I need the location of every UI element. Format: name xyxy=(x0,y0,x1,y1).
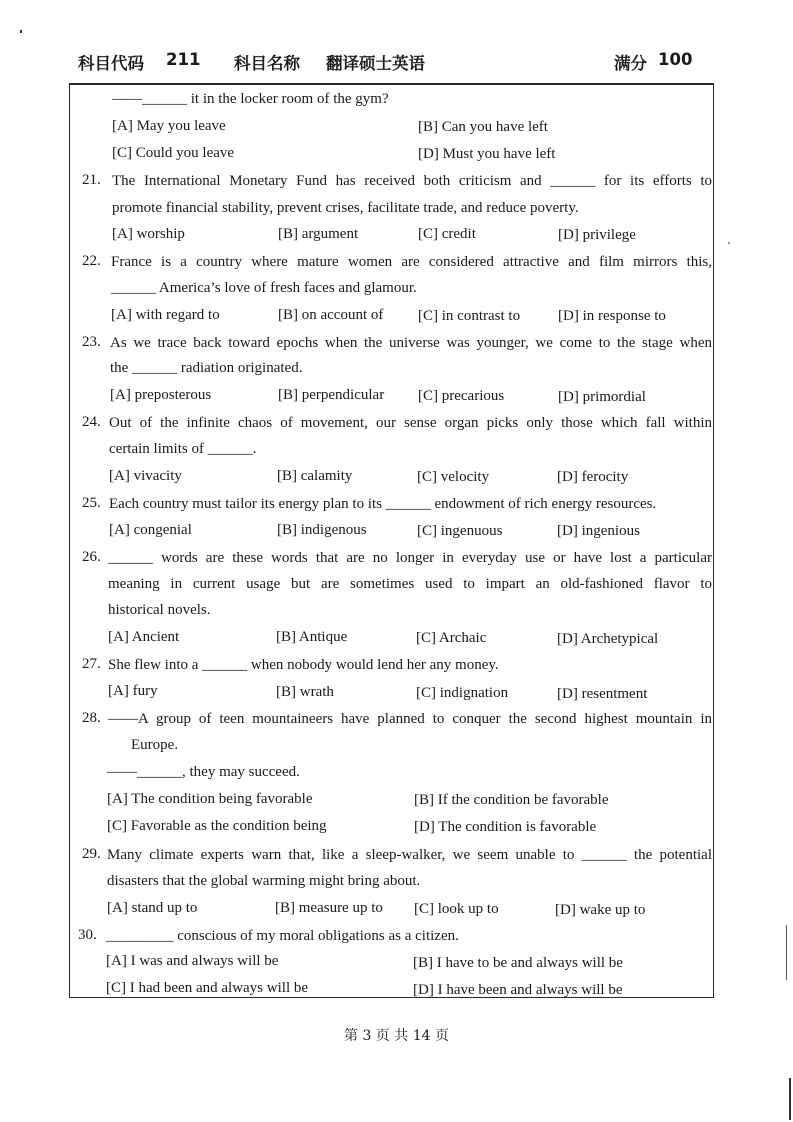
option-c: [C] indignation xyxy=(416,685,509,701)
subject-code-label: 科目代码 xyxy=(78,54,144,73)
option-b: [B] measure up to xyxy=(275,900,383,916)
option-a: [A] preposterous xyxy=(110,387,212,403)
scan-speck xyxy=(20,30,22,33)
question-text: promote financial stability, prevent crises, facilitate trade, and reduce poverty. xyxy=(112,200,579,216)
question-number: 25. xyxy=(82,495,101,511)
scan-speck xyxy=(728,242,730,244)
scan-edge-mark xyxy=(789,1078,791,1120)
option-c: [C] precarious xyxy=(418,388,505,404)
question-text: She flew into a ______ when nobody would lend her any money. xyxy=(108,657,499,673)
option-a: [A] May you leave xyxy=(112,118,226,134)
question-number: 22. xyxy=(82,253,101,269)
question-text: the ______ radiation originated. xyxy=(110,360,303,376)
option-c: [C] Archaic xyxy=(416,630,487,646)
scan-edge-mark xyxy=(786,925,787,980)
option-a: [A] vivacity xyxy=(109,468,182,484)
question-text: ______ words are these words that are no longer in everyday use or have lost a particular xyxy=(108,550,712,566)
option-c: [C] ingenuous xyxy=(417,523,503,539)
option-b: [B] wrath xyxy=(276,684,334,700)
question-text: ——______ it in the locker room of the gym? xyxy=(112,91,389,107)
option-a: [A] The condition being favorable xyxy=(107,791,313,807)
question-text: Out of the infinite chaos of movement, our sense organ picks only those which fall within xyxy=(109,415,712,431)
question-text: Many climate experts warn that, like a sleep-walker, we seem unable to ______ the potential xyxy=(107,847,712,863)
option-d: [D] primordial xyxy=(558,389,646,405)
option-c: [C] credit xyxy=(418,226,476,242)
option-c: [C] in contrast to xyxy=(418,308,521,324)
option-d: [D] Archetypical xyxy=(557,631,659,647)
option-b: [B] I have to be and always will be xyxy=(413,955,623,971)
option-c: [C] velocity xyxy=(417,469,490,485)
question-text: Each country must tailor its energy plan to its ______ endowment of rich energy resources. xyxy=(109,496,657,512)
question-text: disasters that the global warming might bring about. xyxy=(107,873,421,889)
option-b: [B] calamity xyxy=(277,468,353,484)
option-c: [C] Could you leave xyxy=(112,145,235,161)
subject-name-value: 翻译硕士英语 xyxy=(326,54,425,73)
option-b: [B] indigenous xyxy=(277,522,367,538)
question-text: meaning in current usage but are sometimes used to impart an old-fashioned flavor to xyxy=(108,576,712,592)
option-c: [C] look up to xyxy=(414,901,499,917)
question-text: Europe. xyxy=(131,737,179,753)
question-text: certain limits of ______. xyxy=(109,441,257,457)
option-a: [A] Ancient xyxy=(108,629,180,645)
page-header xyxy=(78,50,693,74)
question-number: 28. xyxy=(82,710,101,726)
option-b: [B] perpendicular xyxy=(278,387,385,403)
option-d: [D] ingenious xyxy=(557,523,640,539)
question-number: 21. xyxy=(82,172,101,188)
question-number: 30. xyxy=(78,927,97,943)
option-a: [A] I was and always will be xyxy=(106,953,279,969)
full-score-label: 满分 xyxy=(614,54,647,73)
option-c: [C] I had been and always will be xyxy=(106,980,309,996)
option-b: [B] Antique xyxy=(276,629,348,645)
subject-name-label: 科目名称 xyxy=(234,54,300,73)
question-number: 29. xyxy=(82,846,101,862)
page-footer: 第 3 页 共 14 页 xyxy=(344,1028,449,1044)
option-d: [D] privilege xyxy=(558,227,636,243)
question-number: 24. xyxy=(82,414,101,430)
question-text: The International Monetary Fund has received both criticism and ______ for its efforts to xyxy=(112,173,712,189)
question-text: ——A group of teen mountaineers have planned to conquer the second highest mountain in xyxy=(108,711,712,727)
option-d: [D] Must you have left xyxy=(418,146,556,162)
question-text: ——______, they may succeed. xyxy=(107,764,300,780)
subject-code-value: 211 xyxy=(166,50,201,69)
option-d: [D] resentment xyxy=(557,686,648,702)
question-text: France is a country where mature women are considered attractive and film mirrors this, xyxy=(111,254,712,270)
full-score-value: 100 xyxy=(658,50,693,69)
option-d: [D] The condition is favorable xyxy=(414,819,597,835)
option-a: [A] stand up to xyxy=(107,900,198,916)
question-text: _________ conscious of my moral obligations as a citizen. xyxy=(106,928,459,944)
option-a: [A] worship xyxy=(112,226,185,242)
question-text: As we trace back toward epochs when the universe was younger, we come to the stage when xyxy=(110,335,712,351)
question-text: ______ America’s love of fresh faces and glamour. xyxy=(111,280,417,296)
option-d: [D] I have been and always will be xyxy=(413,982,623,998)
question-number: 27. xyxy=(82,656,101,672)
question-number: 23. xyxy=(82,334,101,350)
option-b: [B] If the condition be favorable xyxy=(414,792,609,808)
option-a: [A] with regard to xyxy=(111,307,220,323)
question-number: 26. xyxy=(82,549,101,565)
option-d: [D] in response to xyxy=(558,308,666,324)
question-text: historical novels. xyxy=(108,602,211,618)
option-b: [B] Can you have left xyxy=(418,119,548,135)
option-b: [B] argument xyxy=(278,226,359,242)
option-b: [B] on account of xyxy=(278,307,384,323)
option-a: [A] fury xyxy=(108,683,158,699)
option-a: [A] congenial xyxy=(109,522,192,538)
option-d: [D] ferocity xyxy=(557,469,629,485)
option-d: [D] wake up to xyxy=(555,902,646,918)
option-c: [C] Favorable as the condition being xyxy=(107,818,327,834)
